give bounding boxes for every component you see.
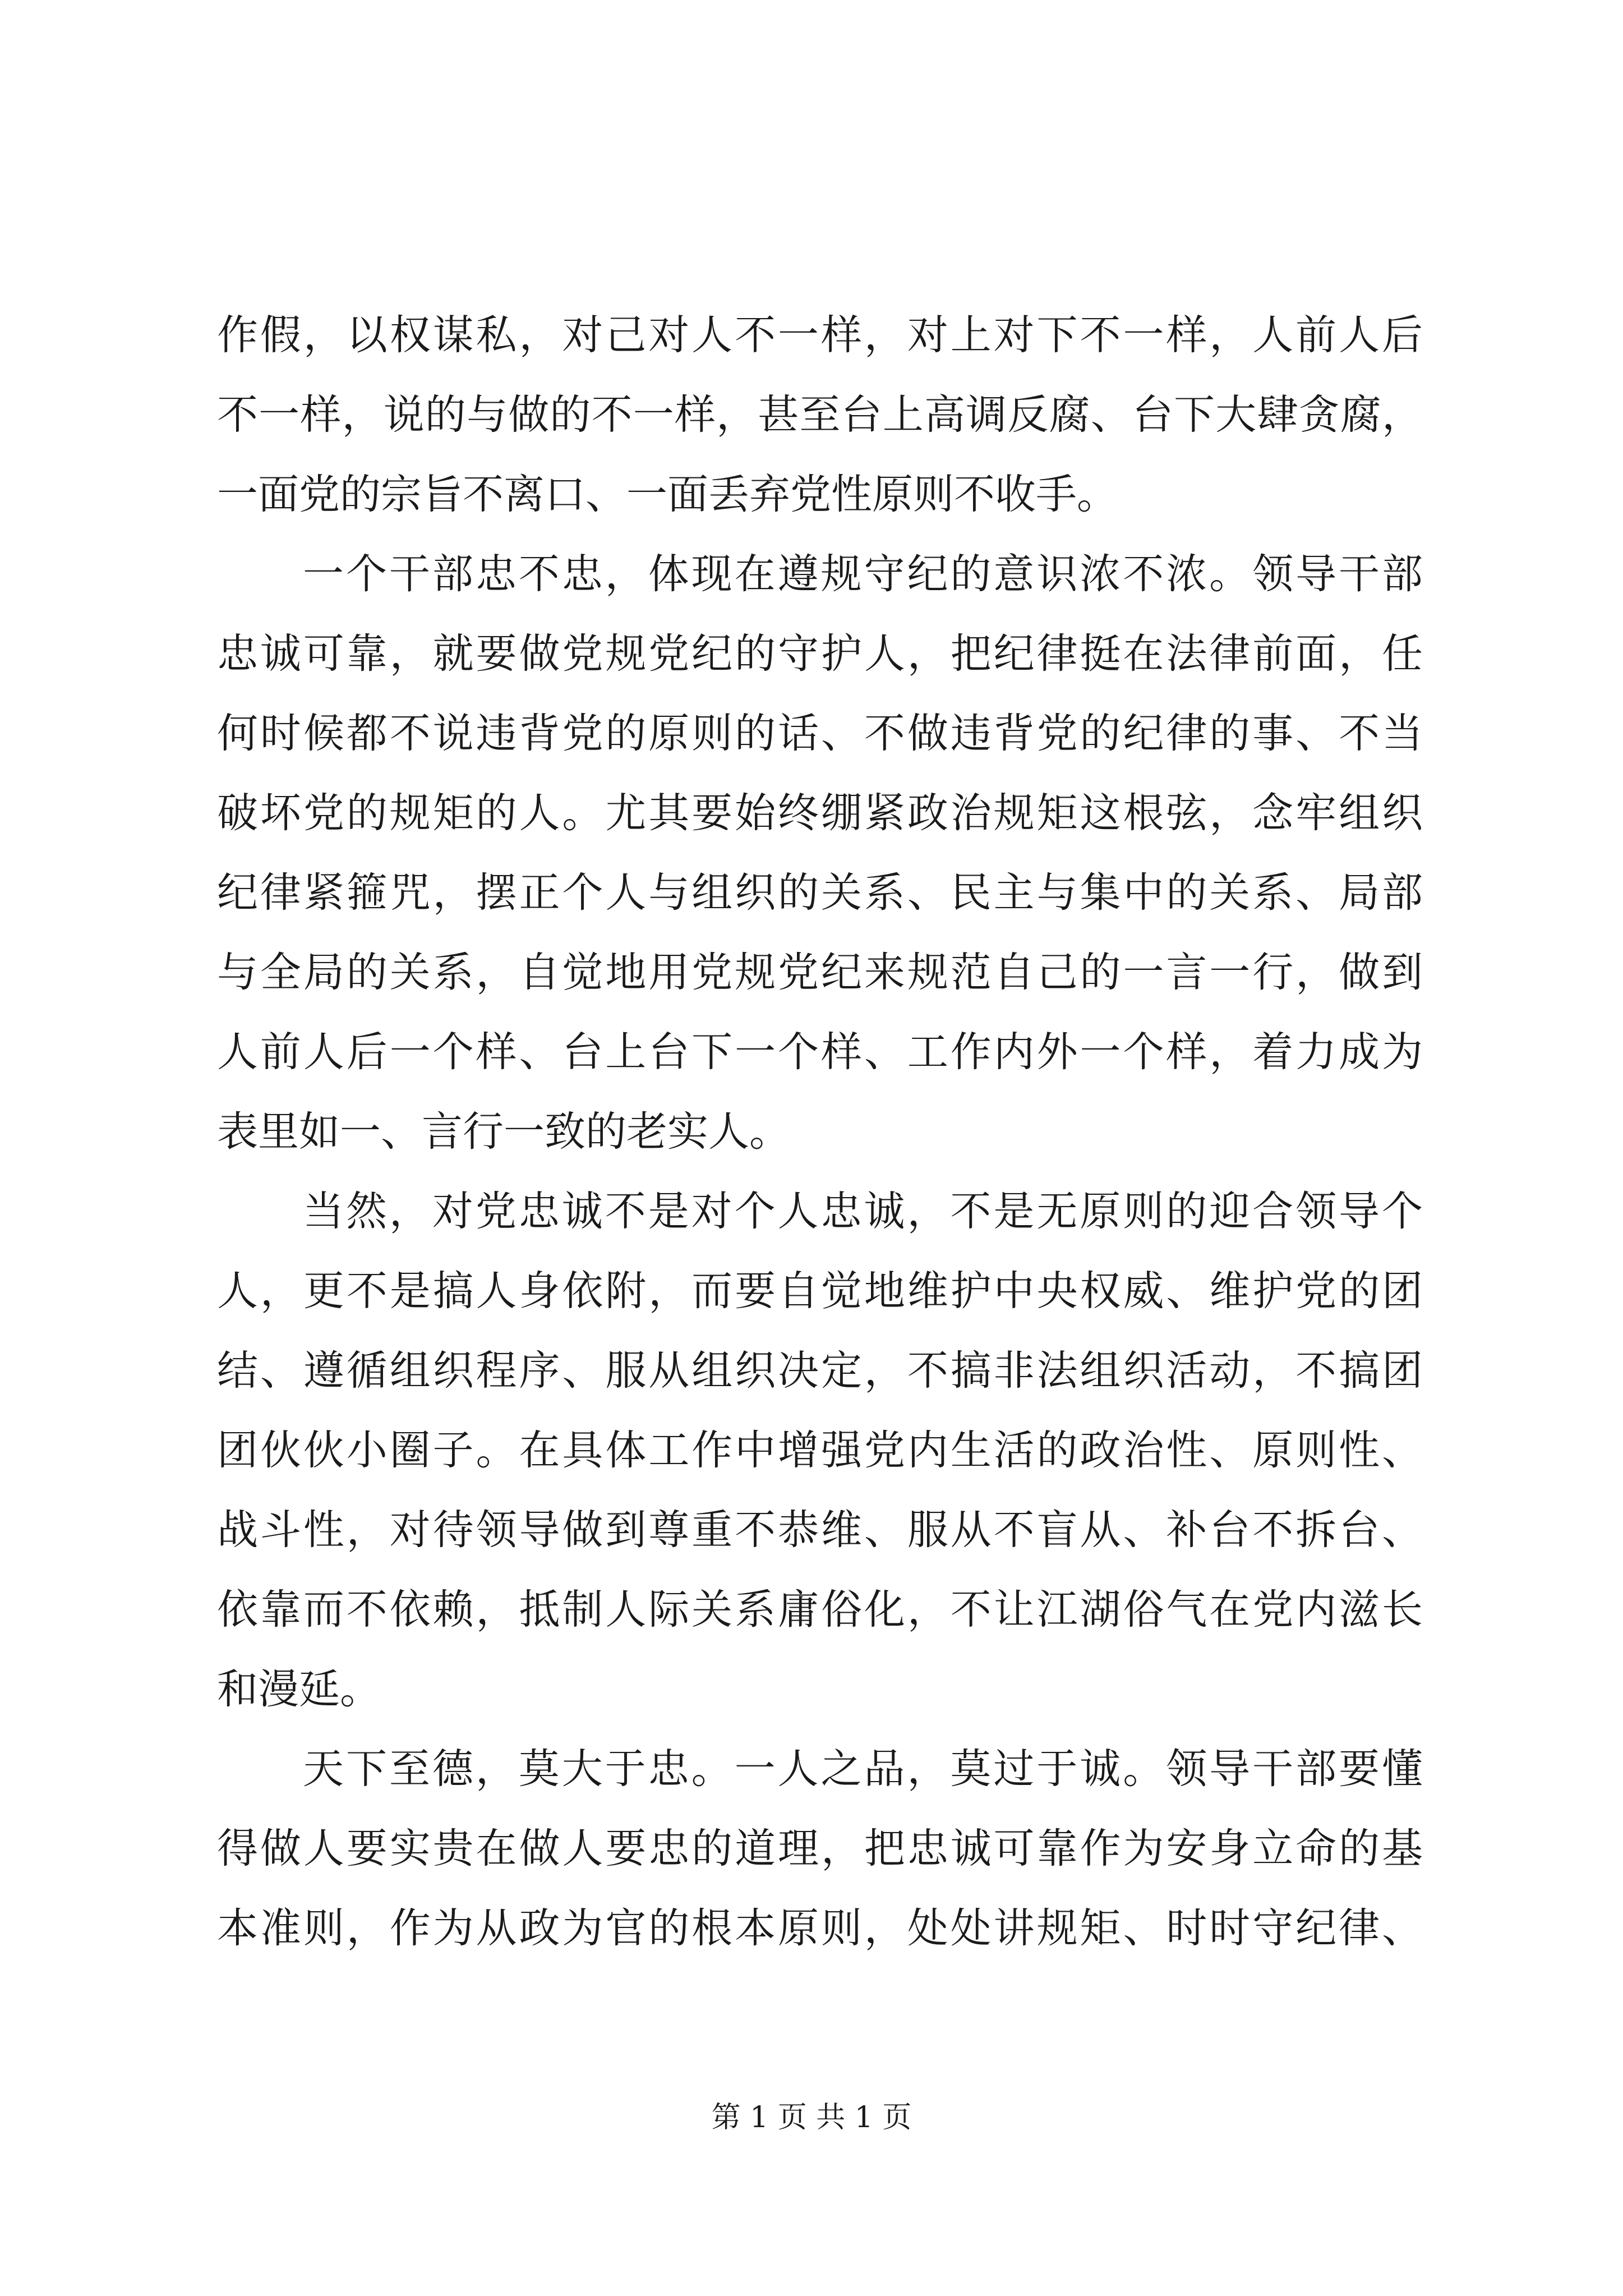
paragraph-first-line: 天下至德，莫大于忠。一人之品，莫过于诚。领导干部要懂 (303, 1745, 1423, 1793)
text-line: 忠诚可靠，就要做党规党纪的守护人，把纪律挺在法律前面，任 (217, 630, 1423, 678)
text-line: 战斗性，对待领导做到尊重不恭维、服从不盲从、补台不拆台、 (217, 1506, 1423, 1554)
text-line: 得做人要实贵在做人要忠的道理，把忠诚可靠作为安身立命的基 (217, 1825, 1423, 1872)
text-line: 团伙伙小圈子。在具体工作中增强党内生活的政治性、原则性、 (217, 1427, 1423, 1474)
text-line: 一面党的宗旨不离口、一面丢弃党性原则不收手。 (217, 471, 1118, 518)
text-line: 表里如一、言行一致的老实人。 (217, 1108, 790, 1156)
text-line: 人，更不是搞人身依附，而要自觉地维护中央权威、维护党的团 (217, 1267, 1423, 1315)
text-line: 何时候都不说违背党的原则的话、不做违背党的纪律的事、不当 (217, 710, 1423, 757)
paragraph-first-line: 一个干部忠不忠，体现在遵规守纪的意识浓不浓。领导干部 (303, 550, 1423, 598)
text-line: 依靠而不依赖，抵制人际关系庸俗化，不让江湖俗气在党内滋长 (217, 1586, 1423, 1634)
text-line: 和漫延。 (217, 1665, 381, 1713)
text-line: 不一样，说的与做的不一样，甚至台上高调反腐、台下大肆贪腐， (217, 391, 1423, 439)
text-line: 作假，以权谋私，对己对人不一样，对上对下不一样，人前人后 (217, 311, 1423, 359)
text-line: 本准则，作为从政为官的根本原则，处处讲规矩、时时守纪律、 (217, 1904, 1423, 1952)
paragraph-first-line: 当然，对党忠诚不是对个人忠诚，不是无原则的迎合领导个 (303, 1188, 1423, 1235)
text-line: 破坏党的规矩的人。尤其要始终绷紧政治规矩这根弦，念牢组织 (217, 789, 1423, 837)
text-line: 纪律紧箍咒，摆正个人与组织的关系、民主与集中的关系、局部 (217, 869, 1423, 917)
text-line: 与全局的关系，自觉地用党规党纪来规范自己的一言一行，做到 (217, 949, 1423, 996)
text-line: 人前人后一个样、台上台下一个样、工作内外一个样，着力成为 (217, 1028, 1423, 1076)
page-footer: 第 1 页 共 1 页 (711, 2101, 912, 2134)
text-line: 结、遵循组织程序、服从组织决定，不搞非法组织活动，不搞团 (217, 1347, 1423, 1395)
